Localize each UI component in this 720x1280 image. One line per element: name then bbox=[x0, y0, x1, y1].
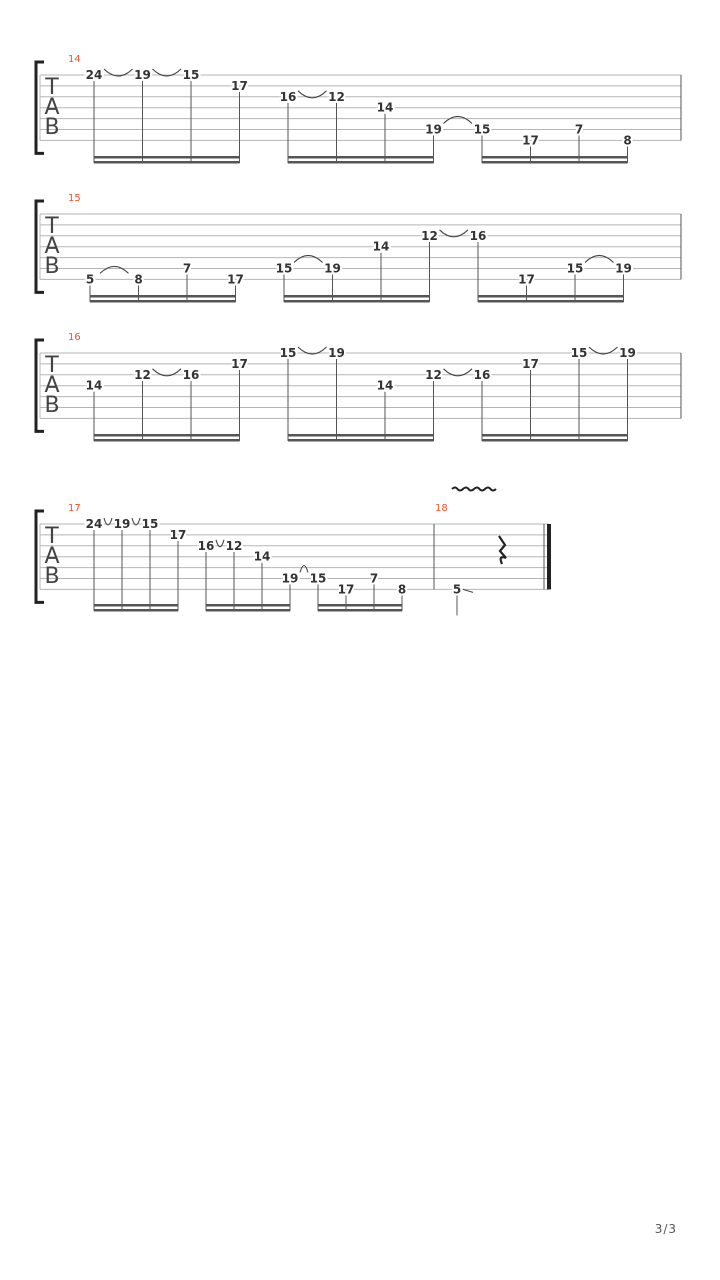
beam bbox=[94, 161, 240, 164]
fret-number: 12 bbox=[425, 367, 442, 382]
fret-number: 17 bbox=[522, 133, 539, 148]
fret-number: 19 bbox=[615, 261, 632, 276]
fret-number: 17 bbox=[518, 272, 535, 287]
measure-number: 16 bbox=[68, 332, 81, 343]
fret-number: 12 bbox=[134, 367, 151, 382]
fret-number: 8 bbox=[623, 133, 632, 148]
beam bbox=[90, 295, 236, 298]
fret-number: 12 bbox=[421, 228, 438, 243]
tab-clef-letter: T bbox=[45, 75, 59, 100]
beam bbox=[284, 295, 430, 298]
fret-number: 5 bbox=[85, 272, 95, 287]
fret-number: 15 bbox=[141, 517, 159, 531]
fret-number: 15 bbox=[182, 68, 200, 82]
fret-number: 15 bbox=[275, 261, 293, 276]
tab-clef-letter: B bbox=[44, 254, 60, 279]
tab-clef-letter: T bbox=[45, 214, 59, 239]
tie-arc bbox=[585, 256, 614, 263]
tab-clef-letter: B bbox=[44, 393, 60, 418]
beam bbox=[90, 300, 236, 303]
tie-arc bbox=[100, 266, 129, 273]
beam bbox=[318, 609, 402, 612]
fret-number: 19 bbox=[425, 122, 442, 137]
fret-number: 19 bbox=[619, 346, 636, 360]
beam bbox=[478, 295, 624, 298]
beam bbox=[288, 161, 434, 164]
fret-number: 17 bbox=[227, 272, 244, 287]
fret-number: 17 bbox=[231, 78, 248, 93]
measure-number: 17 bbox=[68, 503, 81, 514]
fret-number: 16 bbox=[469, 228, 487, 243]
fret-number: 15 bbox=[473, 122, 491, 137]
fret-number: 16 bbox=[279, 89, 297, 104]
beam bbox=[94, 439, 240, 442]
fret-number: 19 bbox=[113, 517, 131, 531]
measure-number: 18 bbox=[435, 503, 448, 514]
fret-number: 14 bbox=[85, 378, 103, 393]
beam bbox=[284, 300, 430, 303]
fret-number: 15 bbox=[570, 346, 588, 360]
beam bbox=[288, 156, 434, 159]
fret-number: 14 bbox=[372, 239, 390, 254]
fret-number: 7 bbox=[182, 261, 192, 276]
beam bbox=[288, 439, 434, 442]
fret-number: 8 bbox=[397, 582, 407, 597]
fret-number: 17 bbox=[169, 527, 187, 542]
tab-clef-letter: A bbox=[44, 373, 60, 398]
fret-number: 24 bbox=[85, 68, 103, 82]
fret-number: 15 bbox=[566, 261, 584, 276]
beam bbox=[94, 604, 178, 607]
quarter-rest-icon bbox=[499, 536, 506, 564]
beam bbox=[318, 604, 402, 607]
beam bbox=[206, 604, 290, 607]
page-number: 3/3 bbox=[654, 1222, 677, 1236]
fret-number: 14 bbox=[253, 549, 271, 564]
tab-clef-letter: A bbox=[44, 234, 60, 259]
tab-clef-letter: A bbox=[44, 95, 60, 120]
tab-clef-letter: A bbox=[44, 544, 60, 569]
beam bbox=[482, 439, 628, 442]
measure-number: 14 bbox=[68, 54, 81, 65]
tie-arc bbox=[444, 117, 473, 124]
fret-number: 14 bbox=[376, 378, 394, 393]
fret-number: 24 bbox=[85, 517, 103, 531]
fret-number: 7 bbox=[369, 571, 379, 586]
beam bbox=[206, 609, 290, 612]
fret-number: 16 bbox=[182, 367, 200, 382]
vibrato-mark bbox=[452, 488, 496, 491]
tab-clef-letter: T bbox=[45, 524, 59, 549]
tie-arc bbox=[300, 566, 308, 573]
tab-clef-letter: B bbox=[44, 115, 60, 140]
final-barline bbox=[547, 524, 551, 589]
fret-number: 17 bbox=[522, 356, 539, 371]
fret-number: 19 bbox=[328, 346, 345, 360]
fret-number: 14 bbox=[376, 100, 394, 115]
fret-number: 17 bbox=[337, 582, 355, 597]
tie-arc bbox=[294, 256, 323, 263]
beam bbox=[288, 434, 434, 437]
beam bbox=[94, 434, 240, 437]
beam bbox=[482, 161, 628, 164]
fret-number: 19 bbox=[324, 261, 341, 276]
beam bbox=[94, 156, 240, 159]
fret-number: 19 bbox=[134, 68, 151, 82]
beam bbox=[482, 156, 628, 159]
fret-number: 17 bbox=[231, 356, 248, 371]
fret-number: 12 bbox=[225, 538, 243, 553]
beam bbox=[94, 609, 178, 612]
fret-number: 15 bbox=[279, 346, 297, 360]
fret-number: 12 bbox=[328, 89, 345, 104]
fret-number: 16 bbox=[197, 538, 215, 553]
fret-number: 5 bbox=[452, 582, 462, 597]
fret-number: 7 bbox=[574, 122, 584, 137]
tab-clef-letter: T bbox=[45, 353, 59, 378]
fret-number: 19 bbox=[281, 571, 299, 586]
fret-number: 16 bbox=[473, 367, 491, 382]
fret-number: 15 bbox=[309, 571, 327, 586]
tab-clef-letter: B bbox=[44, 564, 60, 589]
fret-number: 8 bbox=[134, 272, 143, 287]
beam bbox=[478, 300, 624, 303]
measure-number: 15 bbox=[68, 193, 81, 204]
beam bbox=[482, 434, 628, 437]
